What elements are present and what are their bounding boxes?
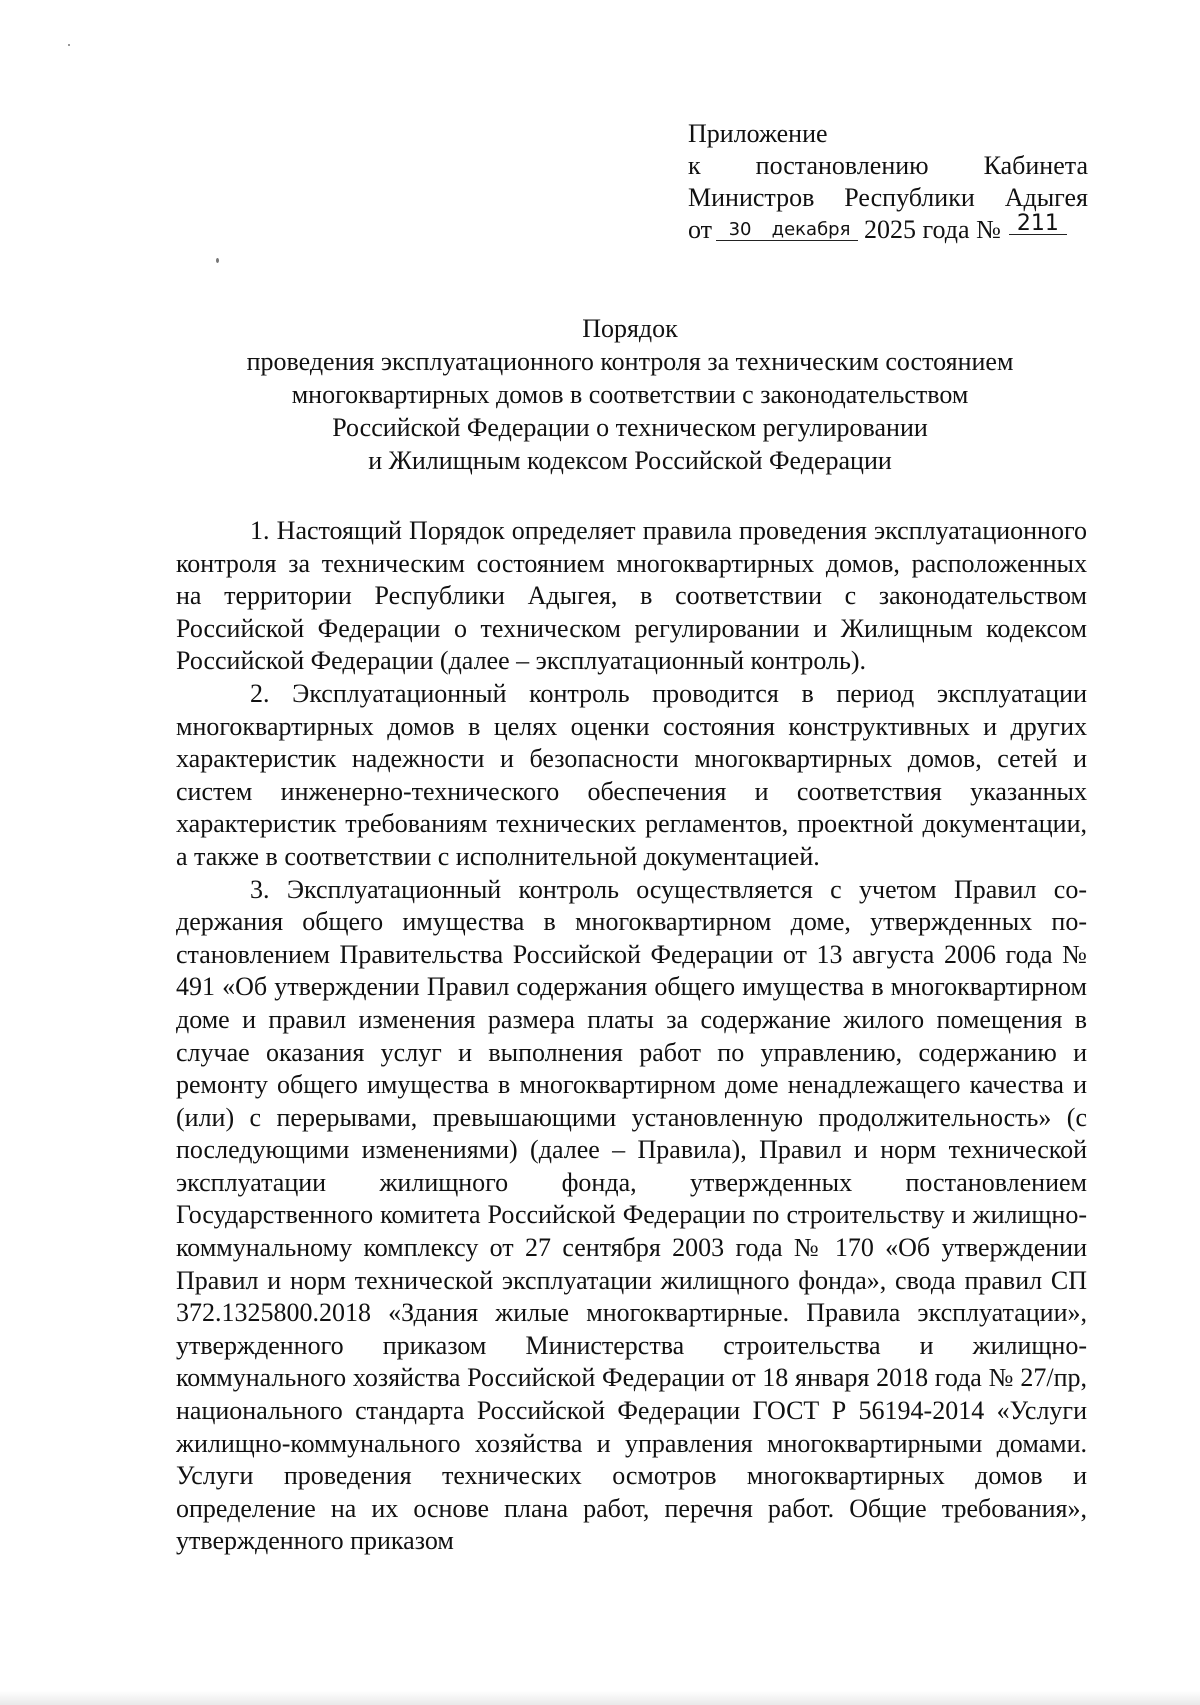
scan-speck	[216, 258, 219, 263]
appendix-date-line	[688, 211, 1088, 246]
title-heading: Порядок	[582, 314, 678, 343]
appendix-resolution-line: к постановлению Кабинета	[688, 151, 1088, 180]
appendix-label: Приложение	[688, 119, 828, 148]
appendix-cabinet-line: Министров Республики Адыгея	[688, 183, 1088, 212]
document-number: 211	[1009, 214, 1067, 235]
title-line-1: проведения эксплуатационного контроля за техническим состоянием	[246, 347, 1014, 376]
paragraph-1: 1. Настоящий Порядок определяет правила проведения эксплуатационного контроля за техническим состоянием многоквартирных домов, расположенных на территории Республики Адыгея, в соответствии с законодательством Российской Федерации о техническом регулировании и Жилищным кодексом Российской Федерации (далее – эксплуатационный контроль).	[176, 516, 1087, 676]
title-line-3: Российской Федерации о техническом регулировании	[332, 413, 928, 442]
title-line-4: и Жилищным кодексом Российской Федерации	[368, 446, 892, 475]
appendix-header	[688, 118, 1088, 246]
title-line-2: многоквартирных домов в соответствии с законодательством	[291, 380, 969, 409]
date-month: декабря	[764, 220, 858, 241]
scan-speck	[68, 44, 70, 46]
paragraph-2: 2. Эксплуатационный контроль проводится в период эксплуатации многоквартирных домов в целях оценки состояния конструктивных и других характеристик надежности и безопасности многоквартирных домов, сетей и систем инженерно-технического обеспечения и соответствия указанных характеристик требованиям технических регламентов, проектной документации, а также в соответствии с исполнительной документацией.	[176, 678, 1087, 871]
document-title	[200, 312, 1060, 477]
paragraph-3: 3. Эксплуатационный контроль осуществляется с учетом Правил содержания общего имущества в многоквартирном доме, утвержденных постановлением Правительства Российской Федерации от 13 августа 2006 года № 491 «Об утверждении Правил содержания общего имущества в многоквартирном доме и правил изменения размера платы за содержание жилого помещения в случае оказания услуг и выполнения работ по управлению, содержанию и ремонту общего имущества в многоквартирном доме ненадлежащего качества и (или) с перерывами, превышающими установленную продолжительность» (с последующими изменениями) (далее – Правила), Правил и норм технической эксплуатации жилищного фонда, утвержденных постановлением Государственного комитета Российской Федерации по строительству и жилищно-коммунальному комплексу от 27 сентября 2003 года № 170 «Об утверждении Правил и норм технической эксплуатации жилищного фонда», свода правил СП 372.1325800.2018 «Здания жилые многоквартирные. Правила эксплуатации», утвержденного приказом Министерства строительства и жилищно-коммунального хозяйства Российской Федерации от 18 января 2018 года № 27/пр, национального стандарта Российской Федерации ГОСТ Р 56194-2014 «Услуги жилищно-коммунального хозяйства и управления многоквартирными домами. Услуги проведения технических осмотров многоквартирных домов и определение на их основе плана работ, перечня работ. Общие требования», утвержденного приказом	[176, 874, 1087, 1556]
date-prefix: от	[688, 215, 713, 244]
date-day: 30	[716, 220, 764, 241]
date-year: 2025 года №	[864, 215, 1001, 244]
scan-bottom-edge	[0, 1691, 1200, 1705]
document-body	[176, 515, 1087, 1558]
